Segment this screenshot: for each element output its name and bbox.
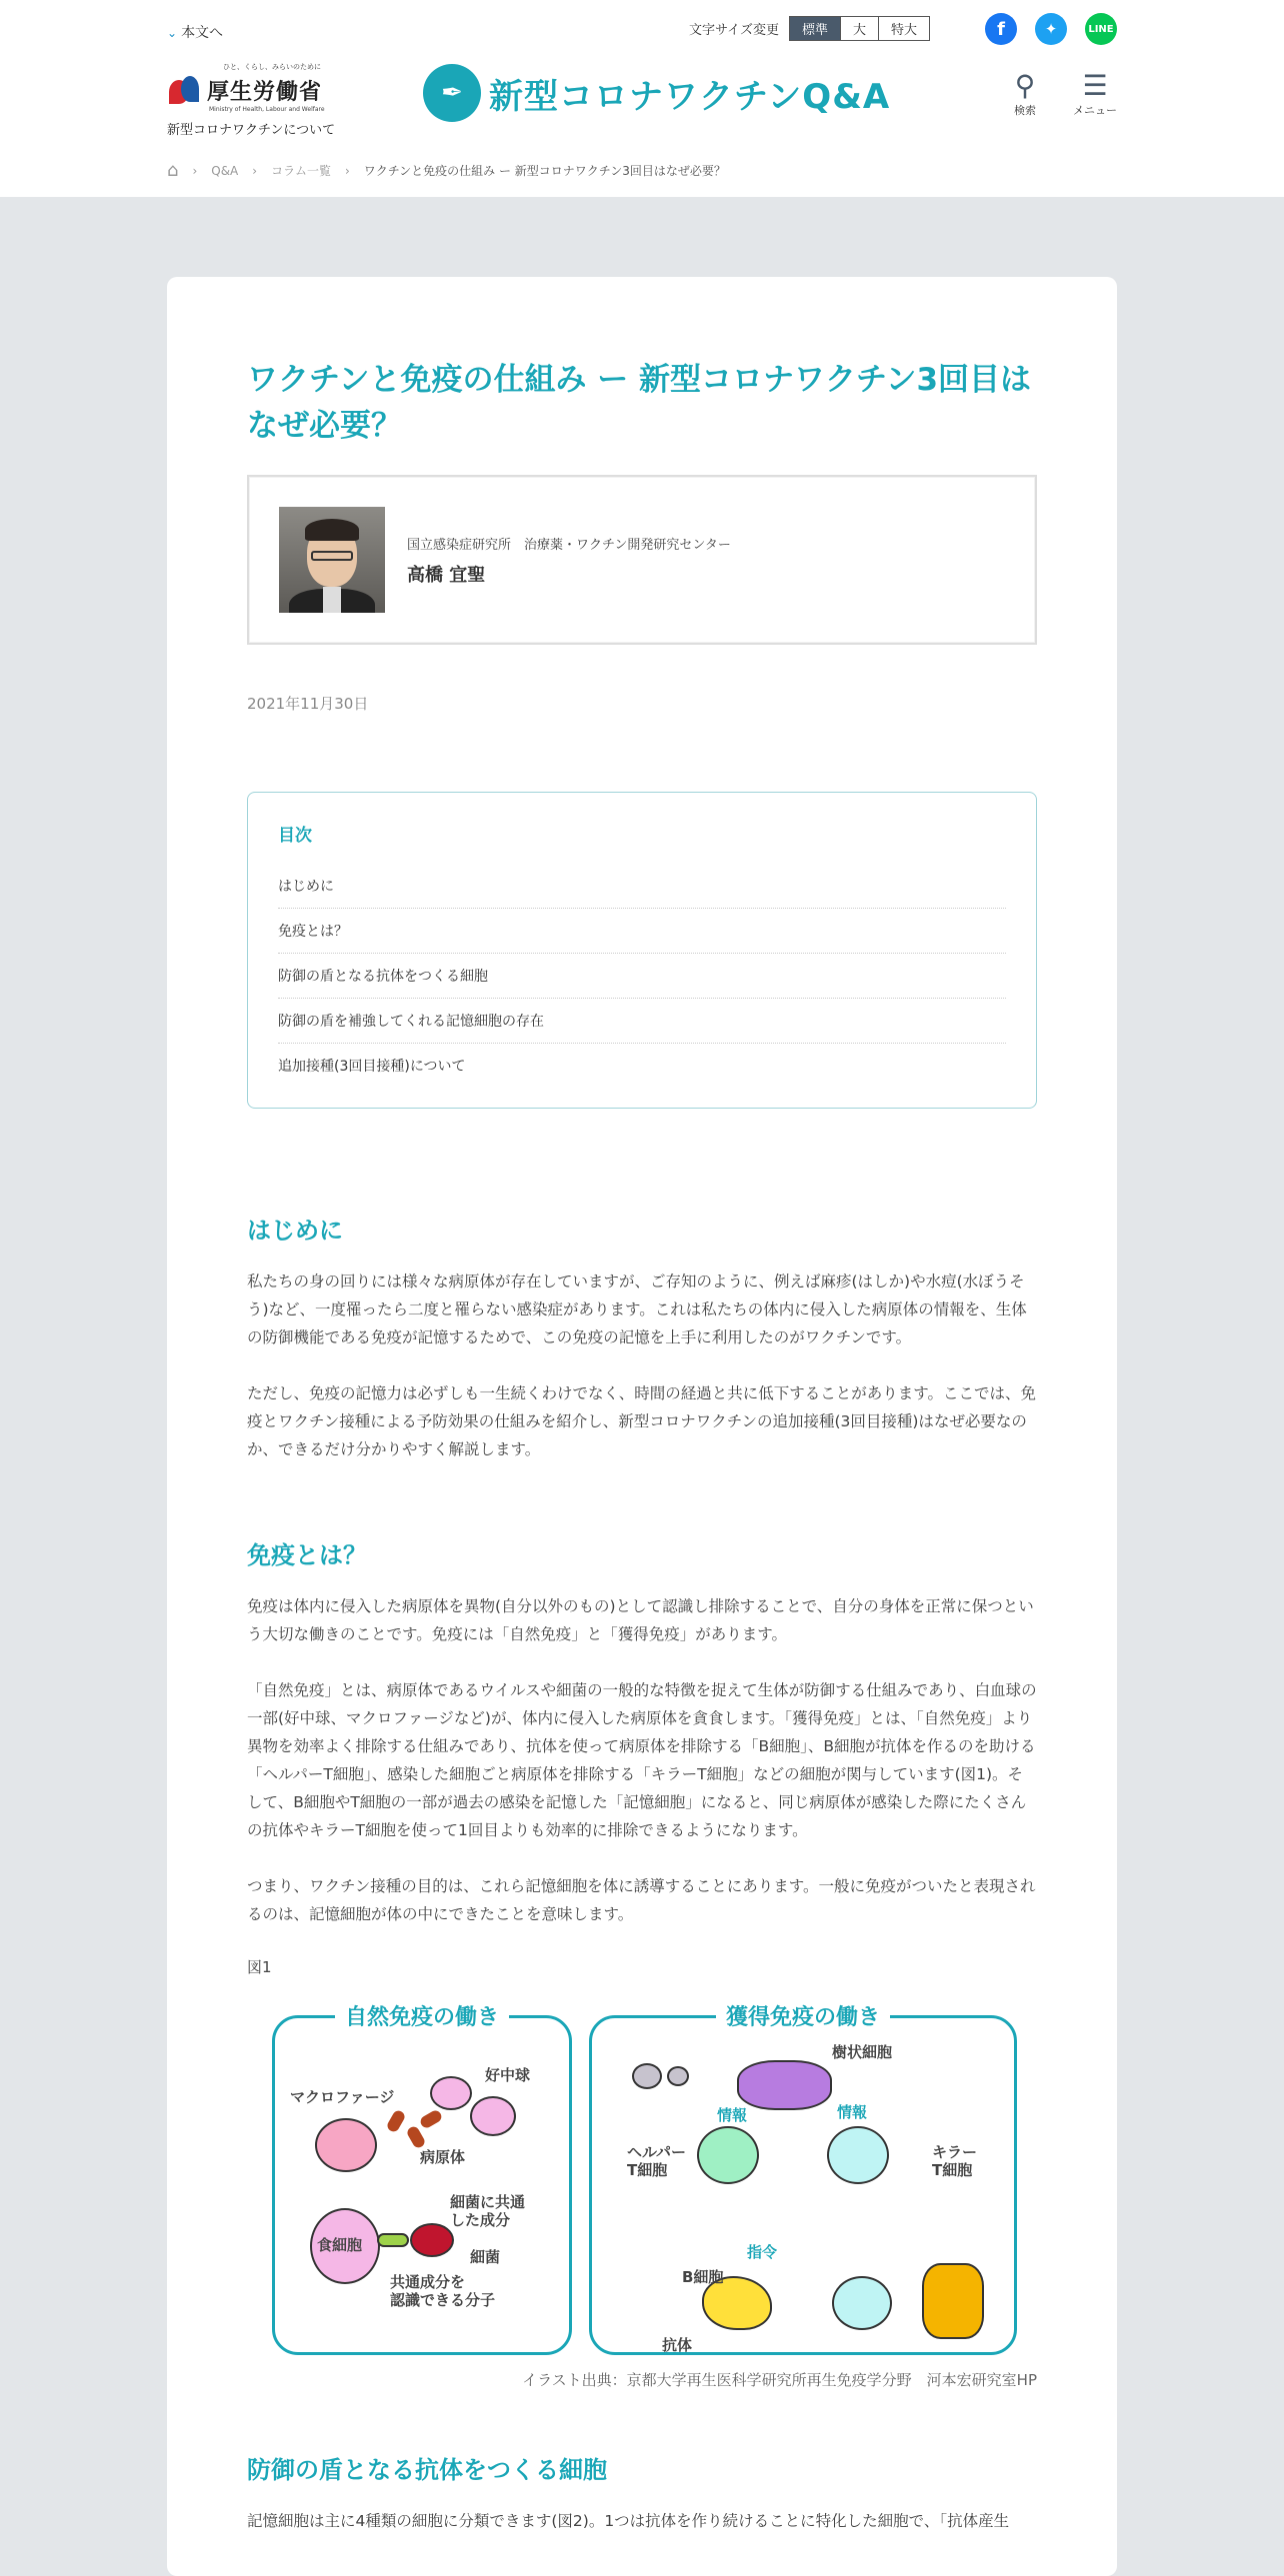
font-size-large-button[interactable]: 大 <box>841 16 879 41</box>
macrophage-cell <box>315 2118 377 2172</box>
figure-credit: イラスト出典：京都大学再生医科学研究所再生免疫学分野 河本宏研究室HP <box>522 2371 1037 2389</box>
syringe-icon: ✒ <box>423 64 481 122</box>
toc-title: 目次 <box>278 826 312 846</box>
font-size-label: 文字サイズ変更 <box>689 23 779 38</box>
toc-item[interactable]: 免疫とは？ <box>278 909 1006 954</box>
paragraph: つまり、ワクチン接種の目的は、これら記憶細胞を体に誘導することにあります。一般に免疫がついたと表現されるのは、記憶細胞が体の中にできたことを意味します。 <box>247 1877 1036 1923</box>
killer-t-cell-attacking <box>832 2276 892 2330</box>
receptor-mark <box>377 2233 409 2247</box>
article-title: ワクチンと免疫の仕組み ー 新型コロナワクチン3回目はなぜ必要？ <box>247 362 1032 444</box>
facebook-icon[interactable]: f <box>985 13 1017 45</box>
antibody-label: 抗体 <box>662 2336 693 2354</box>
figure-label: 図1 <box>247 1958 272 1976</box>
dendritic-cell <box>737 2060 832 2110</box>
pathogen-mark <box>405 2124 426 2149</box>
paragraph: 私たちの身の回りには様々な病原体が存在していますが、ご存知のように、例えば麻疹(はしか)や水痘(水ぼうそう)など、一度罹ったら二度と罹らない感染症があります。これは私たちの体内に侵入した病原体の情報を、生体の防御機能である免疫が記憶するためで、この免疫の記憶を上手に利用したのがワクチンです。 <box>247 1273 1027 1346</box>
receptor-label: 共通成分を 認識できる分子 <box>390 2273 496 2309</box>
breadcrumb: ⌂ › Q&A › コラム一覧 › ワクチンと免疫の仕組み ー 新型コロナワクチン3回目はなぜ必要？ <box>167 160 726 181</box>
infected-cell <box>667 2066 689 2086</box>
author-name: 高橋 宜聖 <box>407 564 486 586</box>
section-antibody-cells <box>247 2450 1037 2535</box>
table-of-contents <box>247 792 1037 1109</box>
paragraph: ただし、免疫の記憶力は必ずしも一生続くわけでなく、時間の経過と共に低下することがあります。ここでは、免疫とワクチン接種による予防効果の仕組みを紹介し、新型コロナワクチンの追加接種(3回目接種)はなぜ必要なのか、できるだけ分かりやすく解説します。 <box>247 1384 1036 1458</box>
infected-cell-destroyed <box>922 2263 984 2339</box>
section-heading: 免疫とは？ <box>247 1541 367 1569</box>
hamburger-icon: ☰ <box>1082 69 1108 102</box>
menu-button[interactable]: ☰ メニュー <box>1073 69 1117 117</box>
killer-t-cell-label: キラー T細胞 <box>932 2143 978 2179</box>
macrophage-label: マクロファージ <box>290 2088 395 2106</box>
search-icon: ⚲ <box>1014 69 1036 102</box>
mhlw-logo[interactable]: ひと、くらし、みらいのために 厚生労働省 Ministry of Health, Labour and Welfare 新型コロナワクチンについて <box>167 63 336 138</box>
section-heading: 防御の盾となる抗体をつくる細胞 <box>247 2456 607 2484</box>
mhlw-emblem-icon <box>167 72 203 108</box>
breadcrumb-column-list[interactable]: コラム一覧 <box>271 164 331 178</box>
bacteria-label: 細菌 <box>470 2248 501 2266</box>
twitter-icon[interactable]: ✦ <box>1035 13 1067 45</box>
social-share <box>985 13 1117 45</box>
toc-item[interactable]: 防御の盾となる抗体をつくる細胞 <box>278 954 1006 999</box>
author-photo <box>279 507 385 613</box>
skip-to-content-link[interactable]: ⌄ 本文へ <box>167 25 224 41</box>
author-organization: 国立感染症研究所 治療薬・ワクチン開発研究センター <box>407 537 731 553</box>
innate-immunity-panel <box>272 2005 572 2355</box>
site-header <box>0 0 1284 197</box>
phagocyte-label: 食細胞 <box>317 2236 363 2254</box>
breadcrumb-current: ワクチンと免疫の仕組み ー 新型コロナワクチン3回目はなぜ必要？ <box>363 164 726 178</box>
section-immunity <box>247 1535 1037 1928</box>
helper-t-cell-label: ヘルパー T細胞 <box>627 2143 686 2179</box>
toc-item[interactable]: 追加接種(3回目接種)について <box>278 1059 466 1075</box>
publish-date: 2021年11月30日 <box>247 695 369 713</box>
info-label: 情報 <box>837 2103 868 2121</box>
font-size-standard-button[interactable]: 標準 <box>789 16 841 41</box>
innate-immunity-title: 自然免疫の働き <box>335 2000 509 2031</box>
site-title: 新型コロナワクチンQ&A <box>489 76 891 117</box>
line-icon[interactable]: LINE <box>1085 13 1117 45</box>
breadcrumb-qa[interactable]: Q&A <box>211 163 239 178</box>
dendritic-cell-label: 樹状細胞 <box>832 2043 893 2061</box>
section-heading: はじめに <box>247 1217 343 1245</box>
font-size-switcher <box>689 16 930 41</box>
b-cell-label: B細胞 <box>682 2268 724 2286</box>
pathogen-mark <box>385 2108 406 2133</box>
site-logo[interactable] <box>423 64 890 122</box>
article-card <box>167 277 1117 2576</box>
toc-item[interactable]: はじめに <box>278 864 1006 909</box>
figure-immunity-illustration <box>267 2005 1017 2355</box>
helper-t-cell <box>697 2126 759 2184</box>
infected-cell <box>632 2063 662 2089</box>
killer-t-cell <box>827 2126 889 2184</box>
acquired-immunity-panel <box>589 2005 1017 2355</box>
toc-item[interactable]: 防御の盾を補強してくれる記憶細胞の存在 <box>278 999 1006 1044</box>
neutrophil-cell <box>470 2096 516 2136</box>
chevron-down-icon: ⌄ <box>167 26 178 40</box>
section-intro <box>247 1211 1037 1463</box>
neutrophil-cell <box>430 2076 472 2110</box>
font-size-xlarge-button[interactable]: 特大 <box>879 16 930 41</box>
acquired-immunity-title: 獲得免疫の働き <box>716 2000 890 2031</box>
neutrophil-label: 好中球 <box>485 2066 531 2084</box>
bacteria-mark <box>410 2223 454 2257</box>
paragraph: 「自然免疫」とは、病原体であるウイルスや細菌の一般的な特徴を捉えて生体が防御する仕組みであり、白血球の一部(好中球、マクロファージなど)が、体内に侵入した病原体を貪食します。「獲得免疫」とは、「自然免疫」より異物を効率よく排除する仕組みであり、抗体を使って病原体を排除する「B細胞」、B細胞が抗体を作るのを助ける「ヘルパーT細胞」、感染した細胞ごと病原体を排除する「キラーT細胞」などの細胞が関与しています(図1)。そして、B細胞やT細胞の一部が過去の感染を記憶した「記憶細胞」になると、同じ病原体が感染した際にたくさんの抗体やキラーT細胞を使って1回目よりも効率的に排除できるようになります。 <box>247 1681 1037 1839</box>
author-box <box>247 475 1037 645</box>
info-label: 情報 <box>717 2106 748 2124</box>
pathogen-mark <box>418 2108 443 2129</box>
paragraph: 免疫は体内に侵入した病原体を異物(自分以外のもの)として認識し排除することで、自分の身体を正常に保つという大切な働きのことです。免疫には「自然免疫」と「獲得免疫」があります。 <box>247 1597 1034 1643</box>
paragraph: 記憶細胞は主に4種類の細胞に分類できます(図2)。1つは抗体を作り続けることに特化した細胞で、「抗体産生 <box>247 2512 1010 2530</box>
common-component-label: 細菌に共通 した成分 <box>450 2193 526 2229</box>
search-button[interactable]: ⚲ 検索 <box>1003 70 1047 118</box>
command-label: 指令 <box>747 2243 778 2261</box>
home-icon[interactable]: ⌂ <box>167 160 179 181</box>
pathogen-label: 病原体 <box>420 2148 466 2166</box>
